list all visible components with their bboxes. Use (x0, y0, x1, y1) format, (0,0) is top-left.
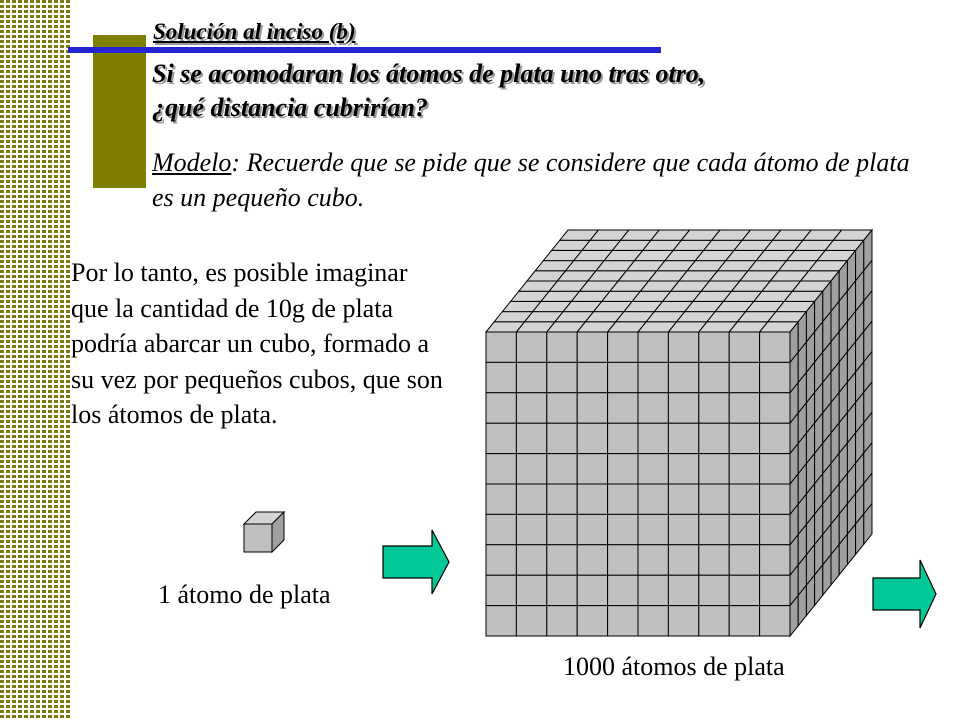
atom-front-cell (760, 332, 790, 362)
atom-front-cell (668, 484, 698, 514)
atom-front-cell (547, 393, 577, 423)
atom-front-cell (486, 575, 516, 605)
atom-front-cell (638, 332, 668, 362)
atom-front-cell (547, 575, 577, 605)
atom-front-cell (486, 514, 516, 544)
atom-front-cell (608, 423, 638, 453)
atom-front-cell (638, 454, 668, 484)
atom-front-cell (699, 362, 729, 392)
atom-front-cell (729, 332, 759, 362)
atom-front-cell (668, 545, 698, 575)
atom-front-cell (760, 606, 790, 636)
atom-front-cell (699, 423, 729, 453)
atom-front-cell (547, 362, 577, 392)
atom-front-cell (608, 514, 638, 544)
atom-front-cell (608, 606, 638, 636)
atom-front-cell (486, 545, 516, 575)
atom-front-cell (760, 514, 790, 544)
atom-front-cell (577, 484, 607, 514)
atom-front-cell (729, 362, 759, 392)
atom-front-cell (699, 332, 729, 362)
single-atom-label: 1 átomo de plata (158, 580, 331, 609)
atom-front-cell (516, 545, 546, 575)
atom-front-cell (577, 545, 607, 575)
atom-front-cell (729, 454, 759, 484)
atom-front-cell (638, 484, 668, 514)
atom-front-cell (638, 575, 668, 605)
atom-front-cell (729, 484, 759, 514)
atom-front-cell (638, 606, 668, 636)
atom-front-cell (729, 606, 759, 636)
atom-front-cell (699, 606, 729, 636)
atom-front-cell (577, 514, 607, 544)
question-line-2: ¿qué distancia cubrirían? (152, 93, 428, 122)
atom-front-cell (486, 606, 516, 636)
atom-front-cell (760, 454, 790, 484)
atom-front-cell (699, 393, 729, 423)
atom-front-cell (729, 423, 759, 453)
atom-front-cell (699, 575, 729, 605)
atom-front-cell (577, 606, 607, 636)
arrow-right-icon (383, 530, 449, 594)
atom-front-cell (729, 545, 759, 575)
atom-front-cell (760, 484, 790, 514)
atom-front-cell (668, 454, 698, 484)
atom-front-cell (486, 393, 516, 423)
atom-front-cell (608, 545, 638, 575)
atom-front-cell (516, 575, 546, 605)
atom-front-cell (729, 514, 759, 544)
atom-front-cell (547, 454, 577, 484)
atom-front-cell (516, 484, 546, 514)
atom-front-cell (699, 484, 729, 514)
atom-front-cell (577, 423, 607, 453)
atom-front-cell (668, 423, 698, 453)
atom-front-cell (608, 362, 638, 392)
atom-front-cell (608, 332, 638, 362)
atom-front-cell (577, 332, 607, 362)
atom-front-cell (668, 514, 698, 544)
atom-front-cell (760, 545, 790, 575)
atom-front-cell (668, 332, 698, 362)
atom-front-cell (516, 454, 546, 484)
atom-front-cell (486, 484, 516, 514)
atom-front-cell (608, 484, 638, 514)
atom-front-cell (760, 575, 790, 605)
atom-front-cell (608, 393, 638, 423)
model-label: Modelo (152, 148, 232, 177)
atom-front-cell (577, 575, 607, 605)
single-atom-cube (244, 512, 284, 552)
atom-front-cell (668, 393, 698, 423)
atom-front-cell (547, 545, 577, 575)
atom-front-cell (638, 545, 668, 575)
atom-front-cell (486, 362, 516, 392)
atom-front-cell (516, 423, 546, 453)
atom-front-cell (668, 362, 698, 392)
atom-front-cell (486, 332, 516, 362)
thousand-atom-cube (486, 230, 872, 636)
model-text: : Recuerde que se pide que se considere que cada átomo de plata es un pequeño cubo. (152, 148, 910, 212)
atom-front-cell (699, 514, 729, 544)
atom-front-face (244, 524, 272, 552)
atom-front-cell (638, 514, 668, 544)
atom-front-cell (638, 393, 668, 423)
atom-front-cell (486, 454, 516, 484)
atom-front-cell (516, 332, 546, 362)
atom-front-cell (638, 423, 668, 453)
atom-front-cell (608, 454, 638, 484)
atom-front-cell (516, 606, 546, 636)
atom-front-cell (668, 606, 698, 636)
atom-front-cell (577, 362, 607, 392)
atom-front-cell (516, 393, 546, 423)
atom-front-cell (547, 606, 577, 636)
atom-front-cell (547, 332, 577, 362)
atom-front-cell (760, 362, 790, 392)
atom-front-cell (699, 454, 729, 484)
atom-front-cell (760, 393, 790, 423)
atom-front-cell (760, 423, 790, 453)
atom-front-cell (547, 423, 577, 453)
atom-front-cell (729, 393, 759, 423)
atom-front-cell (547, 514, 577, 544)
slide-title: Solución al inciso (b) (153, 19, 356, 44)
atom-front-cell (729, 575, 759, 605)
atom-front-cell (668, 575, 698, 605)
atom-front-cell (699, 545, 729, 575)
arrow-right-icon (873, 560, 936, 628)
atom-front-cell (577, 393, 607, 423)
question-line-1: Si se acomodaran los átomos de plata uno tras otro, (152, 59, 706, 88)
atom-front-cell (486, 423, 516, 453)
atom-front-cell (516, 514, 546, 544)
atom-front-cell (638, 362, 668, 392)
atom-front-cell (577, 454, 607, 484)
explanation-paragraph: Por lo tanto, es posible imaginar que la cantidad de 10g de plata podría abarcar un cubo, formado a su vez por pequeños cubos, que son los átomos de plata. (71, 258, 443, 429)
thousand-atoms-label: 1000 átomos de plata (563, 652, 785, 681)
atom-front-cell (516, 362, 546, 392)
atom-front-cell (608, 575, 638, 605)
atom-front-cell (547, 484, 577, 514)
